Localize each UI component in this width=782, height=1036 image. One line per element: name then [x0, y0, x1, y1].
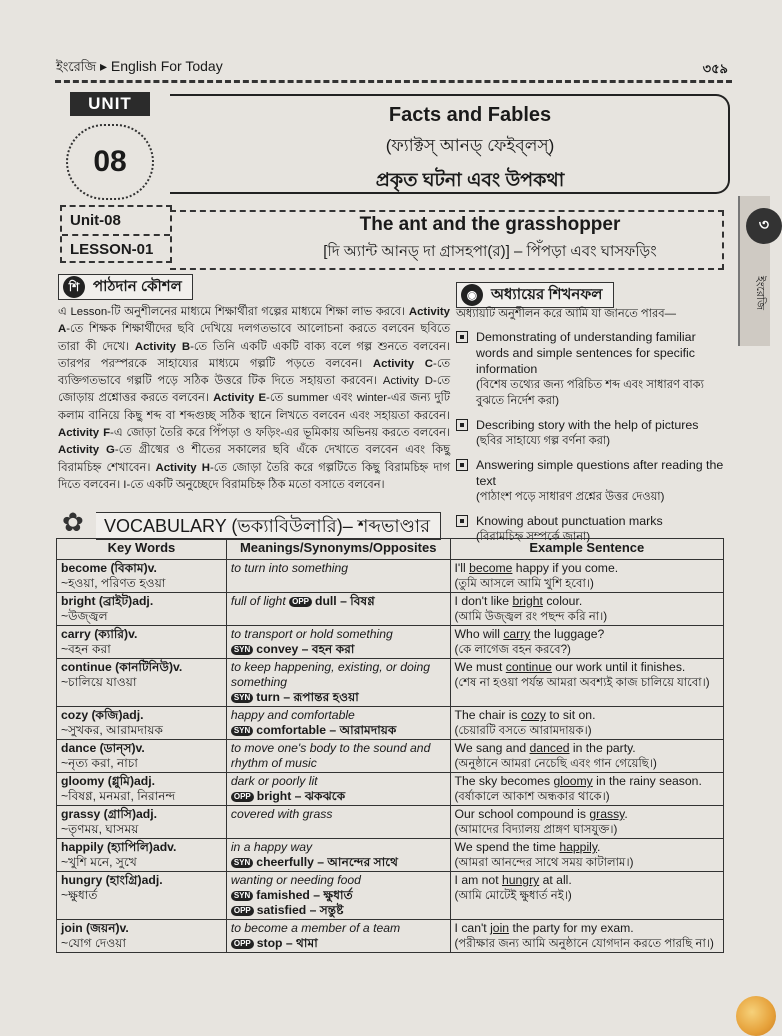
- syn-badge: SYN: [231, 645, 253, 655]
- outcome-item: [456, 417, 728, 449]
- key-word-cell: [57, 560, 227, 593]
- key-word: cozy (কজি)adj.: [61, 708, 144, 722]
- example-text: I am not: [454, 873, 502, 887]
- example-translation: (পরীক্ষার জন্য আমি অনুষ্ঠানে যোগদান করতে পারছি না।): [454, 937, 714, 950]
- table-row: [57, 626, 724, 659]
- example-translation: (আমরা আনন্দের সাথে সময় কাটালাম।): [454, 856, 634, 869]
- side-tab-label: ইংরেজি: [754, 276, 766, 310]
- outcome-item: [456, 457, 728, 505]
- example-keyword: bright: [512, 594, 543, 608]
- table-row: [57, 872, 724, 920]
- outcome-text-bn: (ছবির সাহায্যে গল্প বর্ণনা করা): [476, 435, 611, 447]
- unit-title: [270, 104, 670, 198]
- example-translation: (আমি মোটেই ক্ষুধার্ত নই।): [454, 889, 572, 902]
- meaning-cell: [226, 920, 450, 953]
- table-row: [57, 659, 724, 707]
- example-cell: [450, 872, 723, 920]
- example-keyword: carry: [503, 627, 531, 641]
- example-cell: [450, 626, 723, 659]
- lesson-code-box: [60, 205, 172, 263]
- example-translation: (বর্ষাকালে আকাশ অন্ধকার থাকে।): [454, 790, 610, 803]
- key-word-bn: ~ক্ষুধার্ত: [61, 888, 98, 902]
- table-row: [57, 773, 724, 806]
- related-word: famished – ক্ষুধার্ত: [256, 888, 353, 902]
- opp-badge: OPP: [231, 906, 254, 916]
- unit-code: Unit-08: [62, 207, 170, 236]
- key-word: bright (ব্রাইট)adj.: [61, 594, 154, 608]
- key-word-bn: ~উজ্জ্বল: [61, 609, 108, 623]
- finger-thumb: [736, 996, 776, 1036]
- key-word-cell: [57, 707, 227, 740]
- activity-label: Activity E: [213, 392, 267, 405]
- key-word-cell: [57, 920, 227, 953]
- teaching-heading-label: পাঠদান কৌশল: [93, 278, 182, 295]
- activity-label: Activity G: [58, 444, 115, 457]
- example-cell: [450, 806, 723, 839]
- meaning-cell: [226, 806, 450, 839]
- key-word-cell: [57, 872, 227, 920]
- column-header-example: Example Sentence: [450, 539, 723, 560]
- example-text: .: [624, 807, 628, 821]
- example-cell: [450, 593, 723, 626]
- teaching-text-run: -তে তিনি একটি একটি বাক্য বলে গল্প শুনতে বলবেন। তারপর পরস্পরকে সাহায্যের মাধ্যমে গল্পটি পড়তে বলবেন।: [58, 340, 450, 370]
- page-number: ৩৫৯: [702, 61, 728, 76]
- outcome-text-en: Answering simple questions after reading the text: [476, 458, 724, 488]
- example-text: Our school compound is: [454, 807, 590, 821]
- activity-label: Activity H: [155, 461, 210, 474]
- lesson-title: [250, 214, 730, 265]
- key-word: continue (কানটিনিউ)v.: [61, 660, 183, 674]
- example-keyword: become: [469, 561, 513, 575]
- teaching-text-run: -এ জোড়া তৈরি করে পিঁপড়া ও ফড়িং-এর ভূমিকায় অভিনয় করতে বলবেন।: [110, 427, 450, 440]
- key-word-cell: [57, 839, 227, 872]
- activity-label: Activity C: [372, 357, 434, 370]
- meaning-text: wanting or needing food: [230, 873, 361, 887]
- key-word-cell: [57, 626, 227, 659]
- example-translation: (আমি উজ্জ্বল রং পছন্দ করি না।): [454, 610, 608, 623]
- outcomes-heading-label: অধ্যায়ের শিখনফল: [491, 286, 603, 303]
- unit-number: 08: [66, 124, 154, 200]
- syn-badge: SYN: [231, 726, 253, 736]
- bullet-box-icon: [456, 331, 468, 343]
- meaning-text: to transport or hold something: [230, 627, 393, 641]
- example-text: I can't: [454, 921, 491, 935]
- key-word: become (বিকাম)v.: [61, 561, 157, 575]
- meaning-text: to keep happening, existing, or doing something: [230, 660, 431, 689]
- example-text: happy if you come.: [512, 561, 619, 575]
- example-text: at all.: [539, 873, 572, 887]
- meaning-text: to move one's body to the sound and rhythm of music: [230, 741, 431, 770]
- example-translation: (শেষ না হওয়া পর্যন্ত আমরা অবশ্যই কাজ চালিয়ে যাবো।): [454, 676, 710, 689]
- vocab-icon: ✿: [62, 507, 84, 537]
- key-word-bn: ~যোগ দেওয়া: [61, 936, 127, 950]
- key-word-cell: [57, 659, 227, 707]
- bullet-box-icon: [456, 459, 468, 471]
- key-word-bn: ~বিষণ্ণ, মনমরা, নিরানন্দ: [61, 789, 176, 803]
- example-text: We must: [454, 660, 506, 674]
- example-text: in the party.: [569, 741, 636, 755]
- example-text: The chair is: [454, 708, 521, 722]
- arrow-icon: ▸: [99, 58, 108, 74]
- example-keyword: happily: [559, 840, 598, 854]
- header-divider: [55, 80, 732, 83]
- meaning-text: in a happy way: [230, 840, 313, 854]
- key-word: dance (ডান্‌স)v.: [61, 741, 145, 755]
- meaning-cell: [226, 740, 450, 773]
- key-word: grassy (গ্রাসি)adj.: [61, 807, 157, 821]
- related-word: turn – রূপান্তর হওয়া: [256, 690, 359, 704]
- meaning-cell: [226, 560, 450, 593]
- key-word-cell: [57, 806, 227, 839]
- example-text: I'll: [454, 561, 470, 575]
- meaning-text: dark or poorly lit: [230, 774, 318, 788]
- example-cell: [450, 773, 723, 806]
- activity-label: Activity F: [58, 427, 111, 440]
- table-row: [57, 593, 724, 626]
- related-word: dull – বিষণ্ণ: [315, 594, 375, 608]
- related-word: bright – ঝকঝকে: [256, 789, 346, 803]
- teaching-text-run: -তে শিক্ষক শিক্ষার্থীদের ছবি দেখিয়ে দলগতভাবে আলোচনা করতে বলবেন ছবিতে তারা কী দেখে।: [58, 323, 450, 353]
- chapter-side-tab: [738, 196, 770, 346]
- example-cell: [450, 839, 723, 872]
- syn-badge: SYN: [231, 693, 253, 703]
- key-word-bn: ~হওয়া, পরিণত হওয়া: [61, 576, 166, 590]
- outcome-text-en: Describing story with the help of pictures: [476, 418, 699, 432]
- lesson-title-en: The ant and the grasshopper: [359, 214, 621, 235]
- example-text: the party for my exam.: [509, 921, 634, 935]
- table-row: [57, 707, 724, 740]
- meaning-text: to turn into something: [230, 561, 349, 575]
- key-word-bn: ~তৃণময়, ঘাসময়: [61, 822, 139, 836]
- outcome-text-bn: (বিরামচিহ্ন সম্পর্কে জানা): [476, 531, 591, 543]
- subject-label: ইংরেজি: [56, 59, 97, 74]
- table-row: [57, 920, 724, 953]
- example-keyword: hungry: [501, 873, 540, 887]
- bullet-box-icon: [456, 419, 468, 431]
- example-keyword: join: [490, 921, 510, 935]
- meaning-cell: [226, 626, 450, 659]
- example-keyword: continue: [505, 660, 552, 674]
- example-keyword: gloomy: [553, 774, 593, 788]
- example-keyword: danced: [529, 741, 570, 755]
- table-header-row: [57, 539, 724, 560]
- column-header-meanings: Meanings/Synonyms/Opposites: [226, 539, 450, 560]
- key-word: join (জয়ন)v.: [61, 921, 129, 935]
- outcome-text-en: Knowing about punctuation marks: [476, 514, 663, 528]
- meaning-text: covered with grass: [230, 807, 333, 821]
- table-row: [57, 839, 724, 872]
- outcome-text-en: Demonstrating of understanding familiar words and simple sentences for specific information: [476, 330, 696, 376]
- related-word: convey – বহন করা: [256, 642, 355, 656]
- unit-title-pronunciation: (ফ্যাক্টস্ আনড্ ফেইব্‌লস্): [385, 136, 555, 155]
- key-word-cell: [57, 773, 227, 806]
- meaning-cell: [226, 593, 450, 626]
- table-row: [57, 740, 724, 773]
- key-word-bn: ~বহন করা: [61, 642, 111, 656]
- table-row: [57, 560, 724, 593]
- meaning-cell: [226, 872, 450, 920]
- opp-badge: OPP: [289, 597, 312, 607]
- vocabulary-table: [56, 538, 724, 953]
- key-word-cell: [57, 740, 227, 773]
- meaning-text: full of light: [230, 594, 286, 608]
- outcomes-list: [456, 329, 728, 553]
- outcome-item: [456, 329, 728, 409]
- running-head: [56, 58, 223, 79]
- teaching-text-run: -তে গ্রীষ্মের ও শীতের সকালের ছবি এঁকে দেখাতে বলবেন এবং কিছু বিরামচিহ্ন শেখাবেন।: [58, 444, 450, 474]
- meaning-cell: [226, 659, 450, 707]
- outcome-text-bn: (বিশেষ তথ্যের জন্য পরিচিত শব্দ এবং সাধারণ বাক্য বুঝতে নির্দেশ করা): [476, 379, 704, 407]
- teaching-paragraph: [58, 304, 450, 494]
- example-translation: (আমাদের বিদ্যালয় প্রাঙ্গণ ঘাসযুক্ত।): [454, 823, 618, 836]
- example-text: our work until it finishes.: [551, 660, 686, 674]
- example-cell: [450, 920, 723, 953]
- lesson-title-bn: [দি অ্যান্ট আনড্ দা গ্রাসহপা(র)] – পিঁপড়া এবং ঘাসফড়িং: [323, 243, 657, 260]
- outcome-icon: ◉: [461, 284, 483, 306]
- book-title: English For Today: [110, 58, 223, 74]
- example-translation: (তুমি আসলে আমি খুশি হবো।): [454, 577, 594, 590]
- meaning-cell: [226, 839, 450, 872]
- column-header-key-words: Key Words: [57, 539, 227, 560]
- key-word-bn: ~চালিয়ে যাওয়া: [61, 675, 137, 689]
- example-cell: [450, 740, 723, 773]
- key-word: gloomy (গ্লুমি)adj.: [61, 774, 155, 788]
- teaching-text-run: -তে summer এবং winter-এর জন্য দুটি কলাম বানিয়ে কিছু শব্দ বা শব্দগুচ্ছ সঠিক স্থানে লিখতে বলবেন এবং সহায়তা করবেন।: [58, 392, 450, 422]
- side-tab-letter: ৩: [746, 208, 782, 244]
- example-translation: (চেয়ারটি বসতে আরামদায়ক।): [454, 724, 592, 737]
- example-text: I don't like: [454, 594, 513, 608]
- bullet-box-icon: [456, 515, 468, 527]
- activity-label: Activity A: [58, 306, 450, 336]
- table-row: [57, 806, 724, 839]
- related-word: stop – থামা: [256, 936, 318, 950]
- key-word: carry (ক্যারি)v.: [61, 627, 138, 641]
- unit-label: UNIT: [70, 92, 150, 116]
- unit-title-bn: প্রকৃত ঘটনা এবং উপকথা: [375, 170, 565, 191]
- example-cell: [450, 659, 723, 707]
- key-word-bn: ~নৃত্য করা, নাচা: [61, 756, 138, 770]
- lesson-code: LESSON-01: [70, 241, 154, 258]
- example-text: We spend the time: [454, 840, 560, 854]
- unit-title-en: Facts and Fables: [388, 104, 552, 126]
- example-text: The sky becomes: [454, 774, 554, 788]
- example-text: We sang and: [454, 741, 530, 755]
- activity-label: Activity B: [134, 340, 191, 353]
- syn-badge: SYN: [231, 891, 253, 901]
- example-text: colour.: [542, 594, 583, 608]
- example-translation: (অনুষ্ঠানে আমরা নেচেছি এবং গান গেয়েছি।): [454, 757, 657, 770]
- meaning-cell: [226, 707, 450, 740]
- vocabulary-heading: VOCABULARY (ভক্যাবিউলারি)– শব্দভাণ্ডার: [96, 512, 441, 540]
- key-word: happily (হ্যাপিলি)adv.: [61, 840, 177, 854]
- outcomes-intro: অধ্যায়টি অনুশীলন করে আমি যা জানতে পারব—: [456, 308, 676, 320]
- example-text: in the rainy season.: [592, 774, 702, 788]
- related-word: comfortable – আরামদায়ক: [256, 723, 397, 737]
- meaning-text: to become a member of a team: [230, 921, 401, 935]
- example-text: to sit on.: [546, 708, 596, 722]
- teaching-text-run: -তে ব্যক্তিগতভাবে গল্পটি পড়ে সঠিক উত্তরে টিক দিতে সহায়তা করবেন। Activity D-তে জোড়ায় প্রশ্নোত্তর করতে বলবেন।: [58, 357, 450, 405]
- outcome-text-bn: (পাঠাংশ পড়ে সাধারণ প্রশ্নের উত্তর দেওয়া): [476, 491, 665, 503]
- example-text: Who will: [454, 627, 504, 641]
- example-keyword: grassy: [589, 807, 625, 821]
- key-word-bn: ~খুশি মনে, সুখে: [61, 855, 137, 869]
- related-word: satisfied – সন্তুষ্ট: [256, 903, 344, 917]
- opp-badge: OPP: [231, 792, 254, 802]
- opp-badge: OPP: [231, 939, 254, 949]
- teaching-text-run: -তে জোড়া তৈরি করে গল্পটিতে কিছু বিরামচিহ্ন দাগ দিতে বলবেন। I-তে একটি অনুচ্ছেদে বিরামচিহ্ন ঠিক মতো বসাতে বলবেন।: [58, 461, 450, 491]
- key-word-cell: [57, 593, 227, 626]
- example-keyword: cozy: [520, 708, 546, 722]
- meaning-cell: [226, 773, 450, 806]
- example-translation: (কে লাগেজ বহন করবে?): [454, 643, 571, 656]
- example-text: the luggage?: [530, 627, 605, 641]
- teaching-icon: শি: [63, 276, 85, 298]
- syn-badge: SYN: [231, 858, 253, 868]
- example-cell: [450, 560, 723, 593]
- teaching-text-run: এ Lesson-টি অনুশীলনের মাধ্যমে শিক্ষার্থীরা গল্পের মাধ্যমে শিক্ষা লাভ করবে।: [58, 306, 409, 318]
- example-text: .: [597, 840, 601, 854]
- example-cell: [450, 707, 723, 740]
- related-word: cheerfully – আনন্দের সাথে: [256, 855, 399, 869]
- meaning-text: happy and comfortable: [230, 708, 355, 722]
- key-word-bn: ~সুখকর, আরামদায়ক: [61, 723, 164, 737]
- key-word: hungry (হাংগ্রি)adj.: [61, 873, 163, 887]
- teaching-heading: [58, 274, 193, 300]
